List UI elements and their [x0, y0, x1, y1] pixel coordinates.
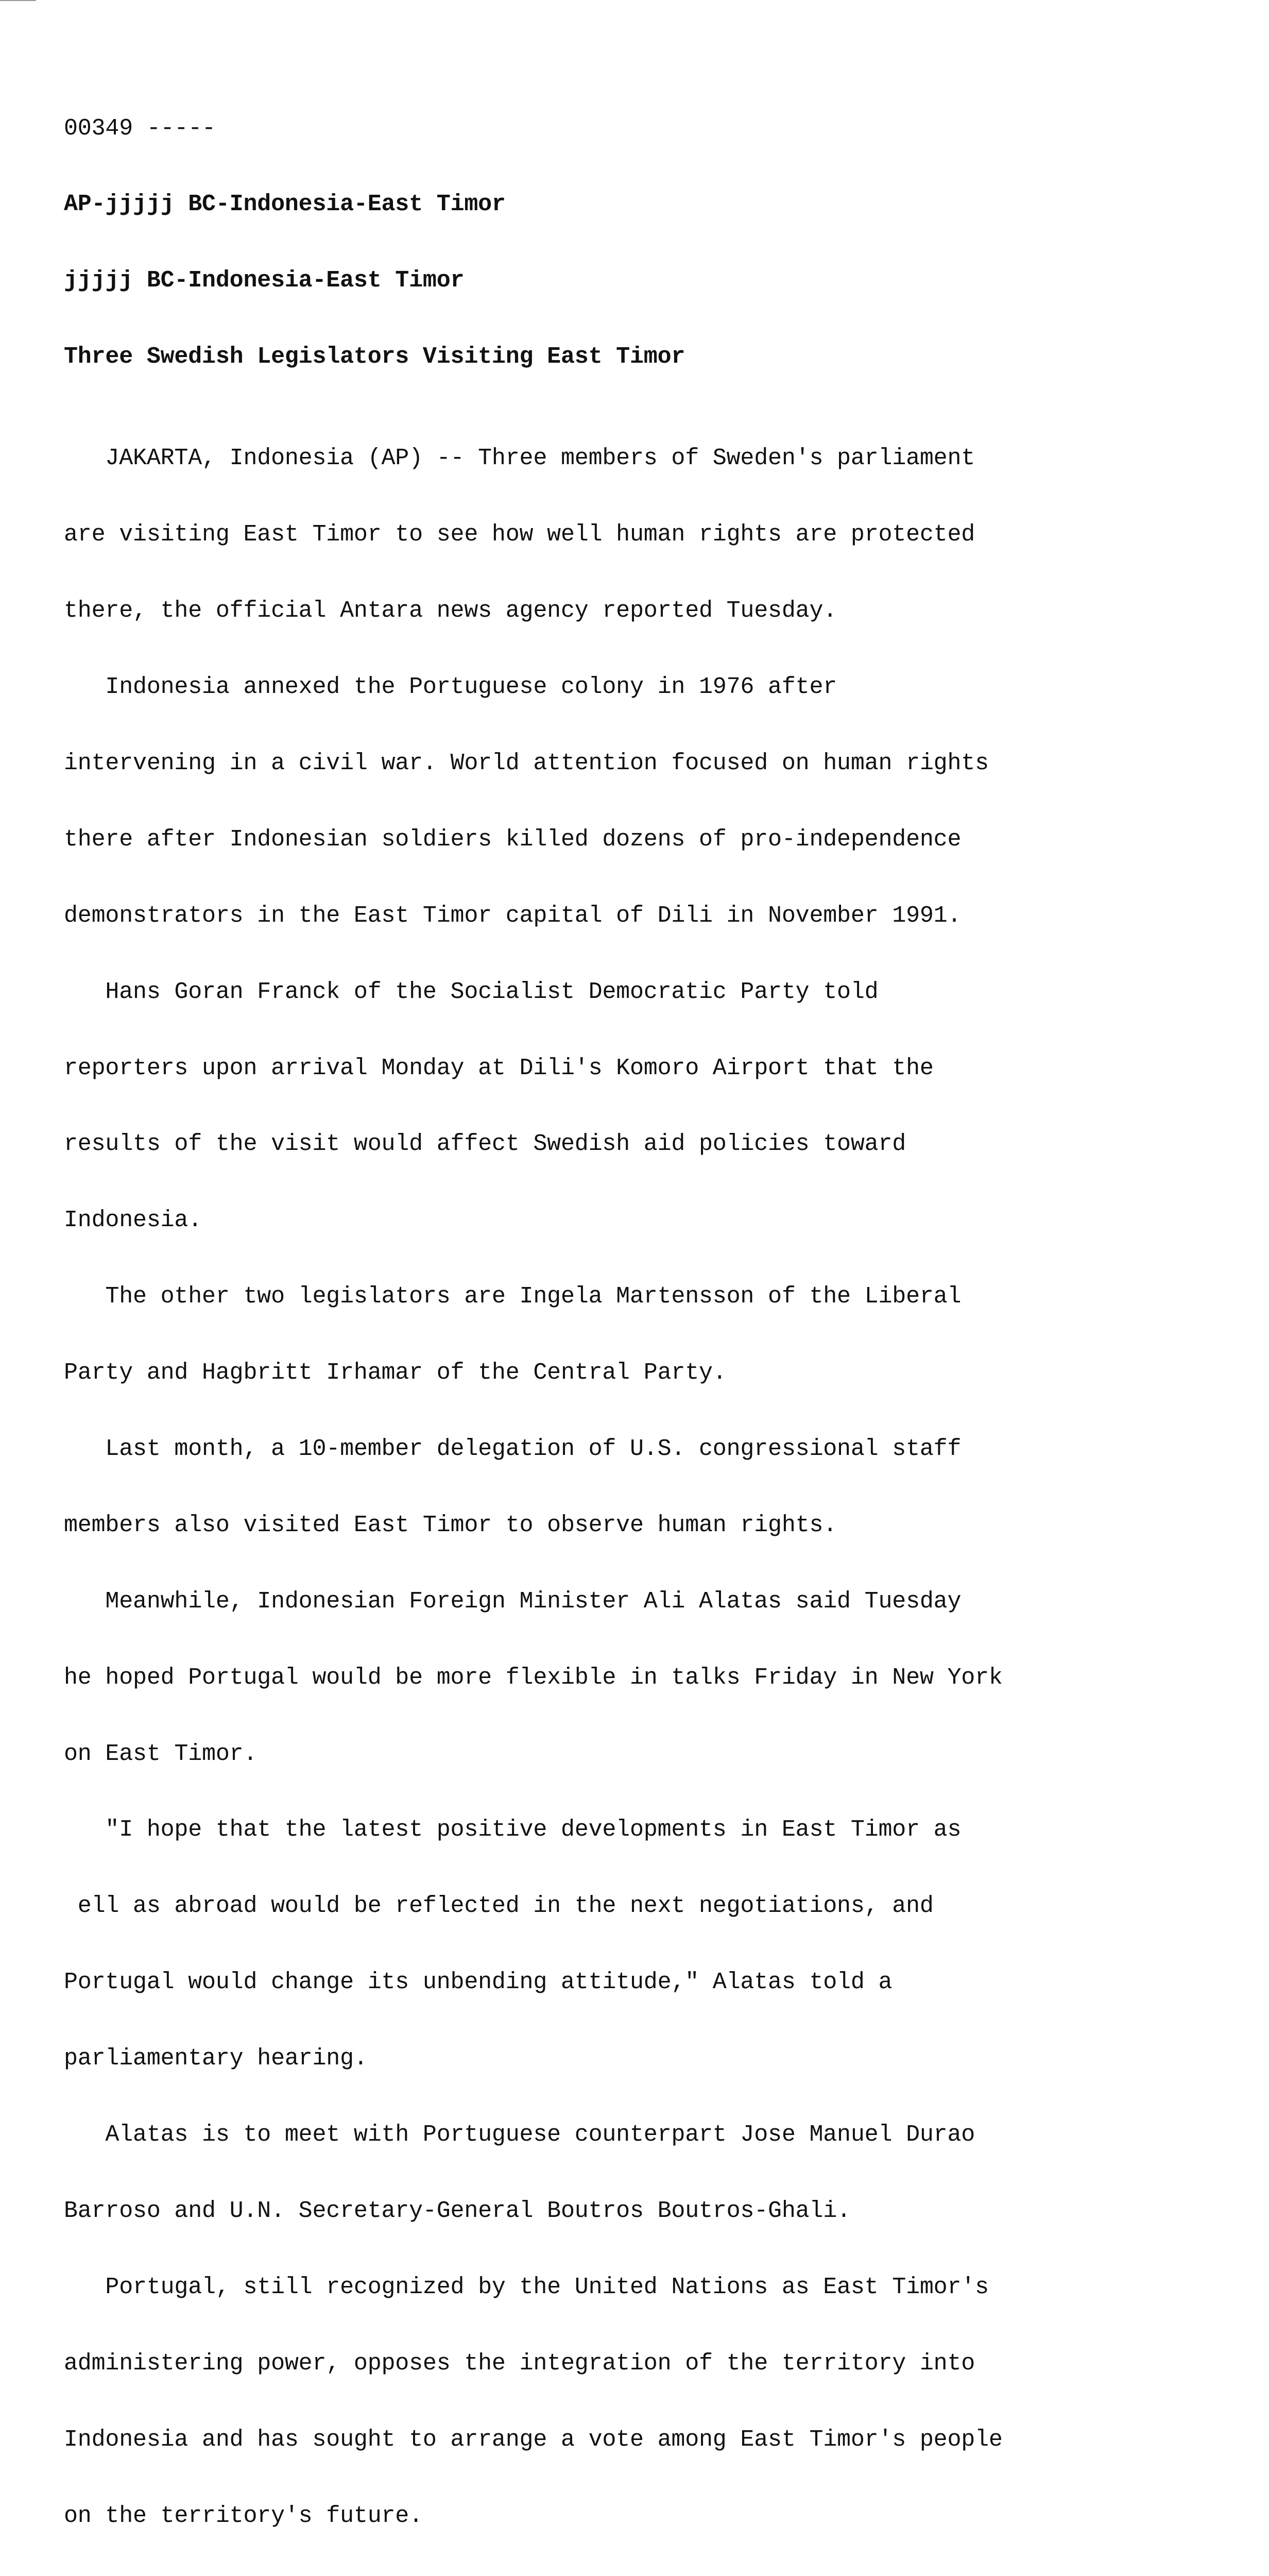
- headline: Three Swedish Legislators Visiting East Timor: [64, 344, 685, 370]
- body-line: reporters upon arrival Monday at Dili's Komoro Airport that the: [64, 1055, 934, 1081]
- scan-edge-mark: [0, 0, 36, 1]
- body-line: there after Indonesian soldiers killed dozens of pro-independence: [64, 826, 962, 853]
- body-line: parliamentary hearing.: [64, 2045, 368, 2072]
- body-line: Meanwhile, Indonesian Foreign Minister Ali Alatas said Tuesday: [64, 1588, 962, 1615]
- body-line: Indonesia annexed the Portuguese colony in 1976 after: [64, 674, 837, 701]
- body-line: are visiting East Timor to see how well human rights are protected: [64, 521, 975, 548]
- body-line: Hans Goran Franck of the Socialist Democratic Party told: [64, 978, 879, 1005]
- body-line: The other two legislators are Ingela Martensson of the Liberal: [64, 1283, 962, 1310]
- ap-slug-line: AP-jjjjj BC-Indonesia-East Timor: [64, 191, 506, 218]
- body-line: Alatas is to meet with Portuguese counterpart Jose Manuel Durao: [64, 2122, 975, 2148]
- body-line: Last month, a 10-member delegation of U.S. congressional staff: [64, 1436, 962, 1463]
- body-line: Portugal, still recognized by the United Nations as East Timor's: [64, 2274, 989, 2300]
- body-line: ell as abroad would be reflected in the next negotiations, and: [64, 1893, 934, 1920]
- body-line: "I hope that the latest positive developments in East Timor as: [64, 1817, 962, 1843]
- body-line: demonstrators in the East Timor capital of Dili in November 1991.: [64, 902, 962, 929]
- story-id: 00349 -----: [64, 115, 216, 142]
- slug-line: jjjjj BC-Indonesia-East Timor: [64, 267, 465, 294]
- body-line: Barroso and U.N. Secretary-General Boutros Boutros-Ghali.: [64, 2197, 851, 2224]
- body-line: on the territory's future.: [64, 2502, 423, 2529]
- wire-story: [64, 65, 1217, 2576]
- body-line: results of the visit would affect Swedish aid policies toward: [64, 1131, 906, 1158]
- body-line: administering power, opposes the integration of the territory into: [64, 2350, 975, 2377]
- body-line: Party and Hagbritt Irhamar of the Central Party.: [64, 1360, 727, 1386]
- body-line: Portugal would change its unbending attitude," Alatas told a: [64, 1969, 893, 1996]
- body-line: members also visited East Timor to observe human rights.: [64, 1512, 837, 1538]
- body-line: Indonesia and has sought to arrange a vote among East Timor's people: [64, 2426, 1003, 2453]
- body-line: intervening in a civil war. World attention focused on human rights: [64, 750, 989, 777]
- body-line: JAKARTA, Indonesia (AP) -- Three members of Sweden's parliament: [64, 445, 975, 472]
- body-line: he hoped Portugal would be more flexible in talks Friday in New York: [64, 1664, 1003, 1691]
- body-line: on East Timor.: [64, 1740, 258, 1767]
- body-line: Indonesia.: [64, 1207, 202, 1234]
- body-line: there, the official Antara news agency reported Tuesday.: [64, 598, 837, 624]
